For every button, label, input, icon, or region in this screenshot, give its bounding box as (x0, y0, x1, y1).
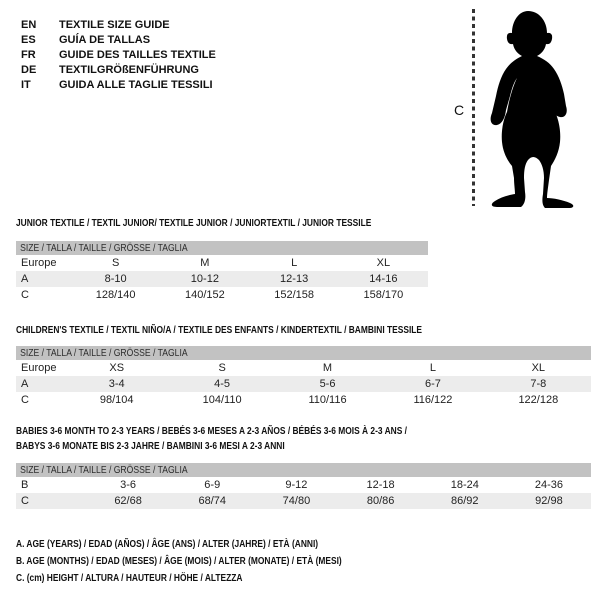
lang-row-en (21, 17, 216, 32)
row-label: Europe (21, 257, 57, 269)
table-cell: 4-5 (214, 378, 231, 390)
table-cell: 6-9 (204, 479, 221, 491)
table-cell: 80/86 (366, 495, 395, 507)
lang-row-fr (21, 47, 216, 62)
row-label: C (21, 495, 29, 507)
children-table-title-text: CHILDREN'S TEXTILE / TEXTIL NIÑO/A / TEXTILE DES ENFANTS / KINDERTEXTIL / BAMBINI TESSILE (16, 325, 423, 336)
table-header-label: SIZE / TALLA / TAILLE / GRÖSSE / TAGLIA (20, 464, 188, 476)
table-cell: 110/116 (308, 394, 347, 406)
table-cell: 152/158 (274, 289, 314, 301)
table-row (16, 360, 591, 376)
table-row (16, 271, 428, 287)
babies-table-title-line1: BABIES 3-6 MONTH TO 2-3 YEARS / BEBÉS 3-6 MESES A 2-3 AÑOS / BÉBÉS 3-6 MOIS À 2-3 ANS / (16, 426, 408, 437)
table-cell: 62/68 (114, 495, 142, 507)
table-cell: 9-12 (285, 479, 308, 491)
table-header-bar (16, 346, 591, 360)
table-cell: 68/74 (198, 495, 227, 507)
table-cell: L (429, 362, 436, 374)
table-row (16, 376, 591, 392)
table-cell: 158/170 (363, 289, 404, 301)
table-cell: 14-16 (369, 273, 398, 285)
junior-size-table (16, 241, 428, 303)
table-cell: 5-6 (319, 378, 336, 390)
junior-table-title (16, 216, 439, 231)
language-title-list (21, 17, 216, 92)
table-cell: 104/110 (202, 394, 242, 406)
lang-title: GUIDE DES TAILLES TEXTILE (59, 48, 216, 61)
table-cell: S (218, 362, 226, 374)
table-cell: 98/104 (99, 394, 134, 406)
lang-code: ES (21, 33, 36, 46)
babies-table-title-line2: BABYS 3-6 MONATE BIS 2-3 JAHRE / BAMBINI 3-6 MESI A 2-3 ANNI (16, 441, 285, 452)
babies-table-title (16, 424, 481, 454)
table-cell: 6-7 (424, 378, 441, 390)
footnote-c-text: C. (cm) HEIGHT / ALTURA / HAUTEUR / HÖHE / ALTEZZA (16, 573, 243, 584)
children-size-table (16, 346, 591, 408)
table-cell: 8-10 (104, 273, 127, 285)
lang-code: DE (21, 63, 37, 76)
table-cell: 140/152 (184, 289, 225, 301)
table-cell: 12-13 (280, 273, 309, 285)
footnote-b (16, 553, 404, 570)
row-label: A (21, 273, 29, 285)
table-cell: M (200, 257, 210, 269)
lang-title: GUIDA ALLE TAGLIE TESSILI (59, 78, 213, 91)
table-cell: 74/80 (282, 495, 311, 507)
table-cell: XL (531, 362, 546, 374)
table-header-bar (16, 463, 591, 477)
children-table-title (16, 323, 499, 338)
table-row (16, 392, 591, 408)
lang-code: FR (21, 48, 36, 61)
lang-row-it (21, 77, 216, 92)
lang-title: TEXTILGRÖßENFÜHRUNG (59, 63, 199, 76)
table-row (16, 477, 591, 493)
table-cell: 10-12 (190, 273, 219, 285)
lang-code: IT (21, 78, 31, 91)
table-cell: 86/92 (451, 495, 479, 507)
table-cell: 116/122 (413, 394, 453, 406)
junior-table-title-text: JUNIOR TEXTILE / TEXTIL JUNIOR/ TEXTILE JUNIOR / JUNIORTEXTIL / JUNIOR TESSILE (16, 218, 372, 229)
row-label: C (21, 289, 29, 301)
table-row (16, 287, 428, 303)
footnote-a-text: A. AGE (YEARS) / EDAD (AÑOS) / ÂGE (ANS) / ALTER (JAHRE) / ETÀ (ANNI) (16, 539, 319, 550)
footnote-b-text: B. AGE (MONTHS) / EDAD (MESES) / ÂGE (MOIS) / ALTER (MONATE) / ETÀ (MESI) (16, 556, 342, 567)
table-cell: 7-8 (530, 378, 547, 390)
footnote-c (16, 570, 404, 587)
table-cell: XL (376, 257, 391, 269)
table-cell: 92/98 (535, 495, 563, 507)
table-header-label: SIZE / TALLA / TAILLE / GRÖSSE / TAGLIA (20, 242, 188, 254)
lang-row-de (21, 62, 216, 77)
table-cell: L (291, 257, 298, 269)
table-cell: S (111, 257, 120, 269)
row-label: B (21, 479, 29, 491)
row-label: Europe (21, 362, 57, 374)
babies-size-table (16, 463, 591, 509)
table-cell: 122/128 (518, 394, 559, 406)
footnote-a (16, 536, 404, 553)
lang-title: GUÍA DE TALLAS (59, 33, 151, 46)
baby-silhouette-icon (481, 8, 581, 208)
table-cell: 24-36 (534, 479, 564, 491)
table-cell: 18-24 (450, 479, 479, 491)
table-header-bar (16, 241, 428, 255)
table-row (16, 493, 591, 509)
table-cell: 3-6 (120, 479, 137, 491)
table-cell: M (322, 362, 333, 374)
legend-footnotes (16, 536, 404, 587)
table-cell: 3-4 (108, 378, 125, 390)
row-label: C (21, 394, 29, 406)
row-label: A (21, 378, 29, 390)
table-header-label: SIZE / TALLA / TAILLE / GRÖSSE / TAGLIA (20, 347, 188, 359)
table-cell: 12-18 (366, 479, 395, 491)
table-cell: XS (109, 362, 125, 374)
height-measure-dashed-line (472, 9, 475, 206)
height-measure-label: C (454, 102, 465, 118)
table-cell: 128/140 (95, 289, 136, 301)
table-row (16, 255, 428, 271)
lang-title: TEXTILE SIZE GUIDE (59, 18, 170, 31)
lang-row-es (21, 32, 216, 47)
lang-code: EN (21, 18, 37, 31)
